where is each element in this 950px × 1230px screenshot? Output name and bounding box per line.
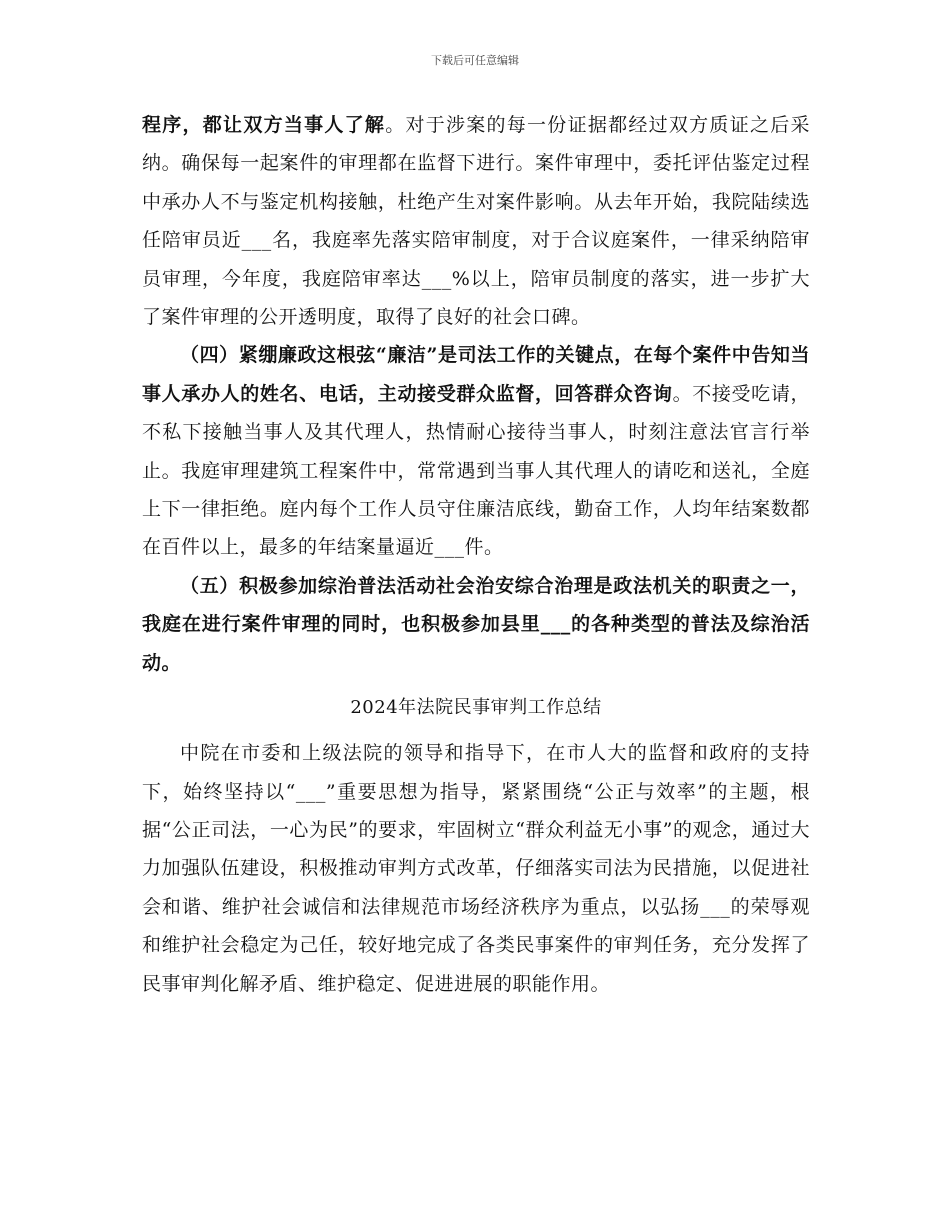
paragraph-bold-lead: （五）积极参加综治普法活动社会治安综合治理是政法机关的职责之一，我庭在进行案件审理的同时，也积极参加县里___的各种类型的普法及综治活动。: [142, 574, 810, 674]
document-body: [142, 106, 810, 1003]
paragraph-bold-lead: （四）紧绷廉政这根弦“廉洁”是司法工作的关键点，在每个案件中告知当事人承办人的姓名、电话，主动接受群众监督，回答群众咨询: [142, 344, 810, 405]
paragraph-section-4: [142, 336, 810, 566]
paragraph-text: 。对于涉案的每一份证据都经过双方质证之后采纳。确保每一起案件的审理都在监督下进行。案件审理中，委托评估鉴定过程中承办人不与鉴定机构接触，杜绝产生对案件影响。从去年开始，我院陆续选任陪审员近___名，我庭率先落实陪审制度，对于合议庭案件，一律采纳陪审员审理，今年度，我庭陪审率达___%以上，陪审员制度的落实，进一步扩大了案件审理的公开透明度，取得了良好的社会口碑。: [142, 114, 810, 329]
paragraph-text: 。不接受吃请，不私下接触当事人及其代理人，热情耐心接待当事人，时刻注意法官言行举止。我庭审理建筑工程案件中，常常遇到当事人其代理人的请吃和送礼，全庭上下一律拒绝。庭内每个工作人员守住廉洁底线，勤奋工作，人均年结案数都在百件以上，最多的年结案量逼近___件。: [142, 382, 810, 559]
paragraph-section-5: [142, 567, 810, 682]
section-title: 2024年法院民事审判工作总结: [350, 697, 602, 719]
paragraph-bold-lead: 程序，都让双方当事人了解: [142, 114, 386, 136]
page-header: 下载后可任意编辑: [431, 54, 519, 67]
paragraph-procedure: [142, 106, 810, 336]
paragraph-summary-body: 中院在市委和上级法院的领导和指导下，在市人大的监督和政府的支持下，始终坚持以“___”重要思想为指导，紧紧围绕“公正与效率”的主题，根据“公正司法，一心为民”的要求，牢固树立“群众利益无小事”的观念，通过大力加强队伍建设，积极推动审判方式改革，仔细落实司法为民措施，以促进社会和谐、维护社会诚信和法律规范市场经济秩序为重点，以弘扬___的荣辱观和维护社会稳定为己任，较好地完成了各类民事案件的审判任务，充分发挥了民事审判化解矛盾、维护稳定、促进进展的职能作用。: [142, 742, 810, 995]
